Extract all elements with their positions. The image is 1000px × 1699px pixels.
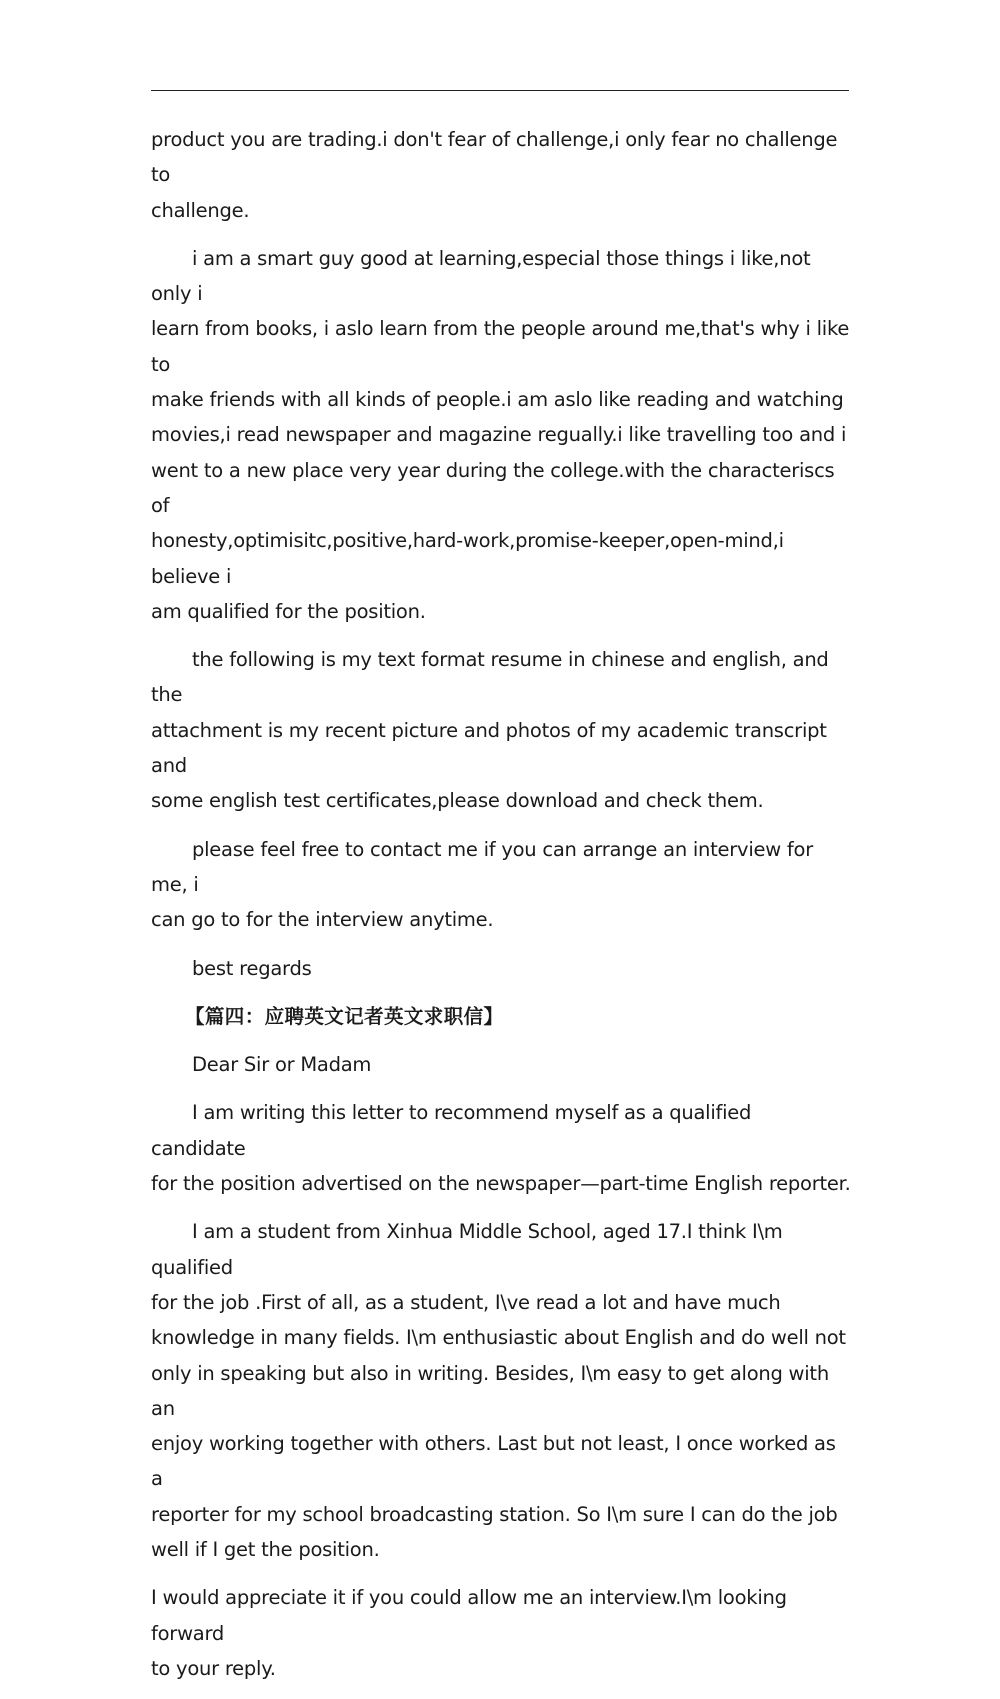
section-heading: 【篇四：应聘英文记者英文求职信】: [185, 1004, 504, 1028]
paragraph-salutation: Dear Sir or Madam: [192, 1053, 372, 1077]
paragraph-contact-request: please feel free to contact me if you can arrange an interview for me, i can go to for the interview anytime.: [151, 837, 813, 932]
paragraph-qualifications: I am a student from Xinhua Middle School, aged 17.I think I\m qualified for the job .First of all, as a student, I\ve read a lot and have much knowledge in many fields. I\m enthusiastic about English and do well not only in speaking but also in writing. Besides, I\m easy to get along with an enjoy working together with others. Last but not least, I once worked as a reporter for my school broadcasting station. So I\m sure I can do the job well if I get the position.: [151, 1220, 846, 1561]
paragraph-closing: best regards: [192, 956, 312, 980]
paragraph-final-request: I would appreciate it if you could allow me an interview.I\m looking forward to your reply.: [151, 1586, 787, 1680]
paragraph-self-description: i am a smart guy good at learning,especial those things i like,not only i learn from books, i aslo learn from the people around me,that's why i like to make friends with all kinds of people.i am aslo like reading and watching movies,i read newspaper and magazine regually.i like travelling too and i went to a new place very year during the college.with the characteriscs of honesty,optimisitc,positive,hard-work,promise-keeper,open-mind,i believe i am qualified for the position.: [151, 246, 850, 623]
paragraph-introduction: I am writing this letter to recommend myself as a qualified candidate for the position advertised on the newspaper—part-time English reporter.: [151, 1101, 851, 1196]
header-rule: [151, 90, 849, 91]
paragraph-attachment-note: the following is my text format resume in chinese and english, and the attachment is my recent picture and photos of my academic transcript and some english test certificates,please download and check them.: [151, 648, 829, 813]
paragraph-continuation: product you are trading.i don't fear of challenge,i only fear no challenge to challenge.: [151, 128, 838, 222]
document-body: [151, 122, 851, 1699]
